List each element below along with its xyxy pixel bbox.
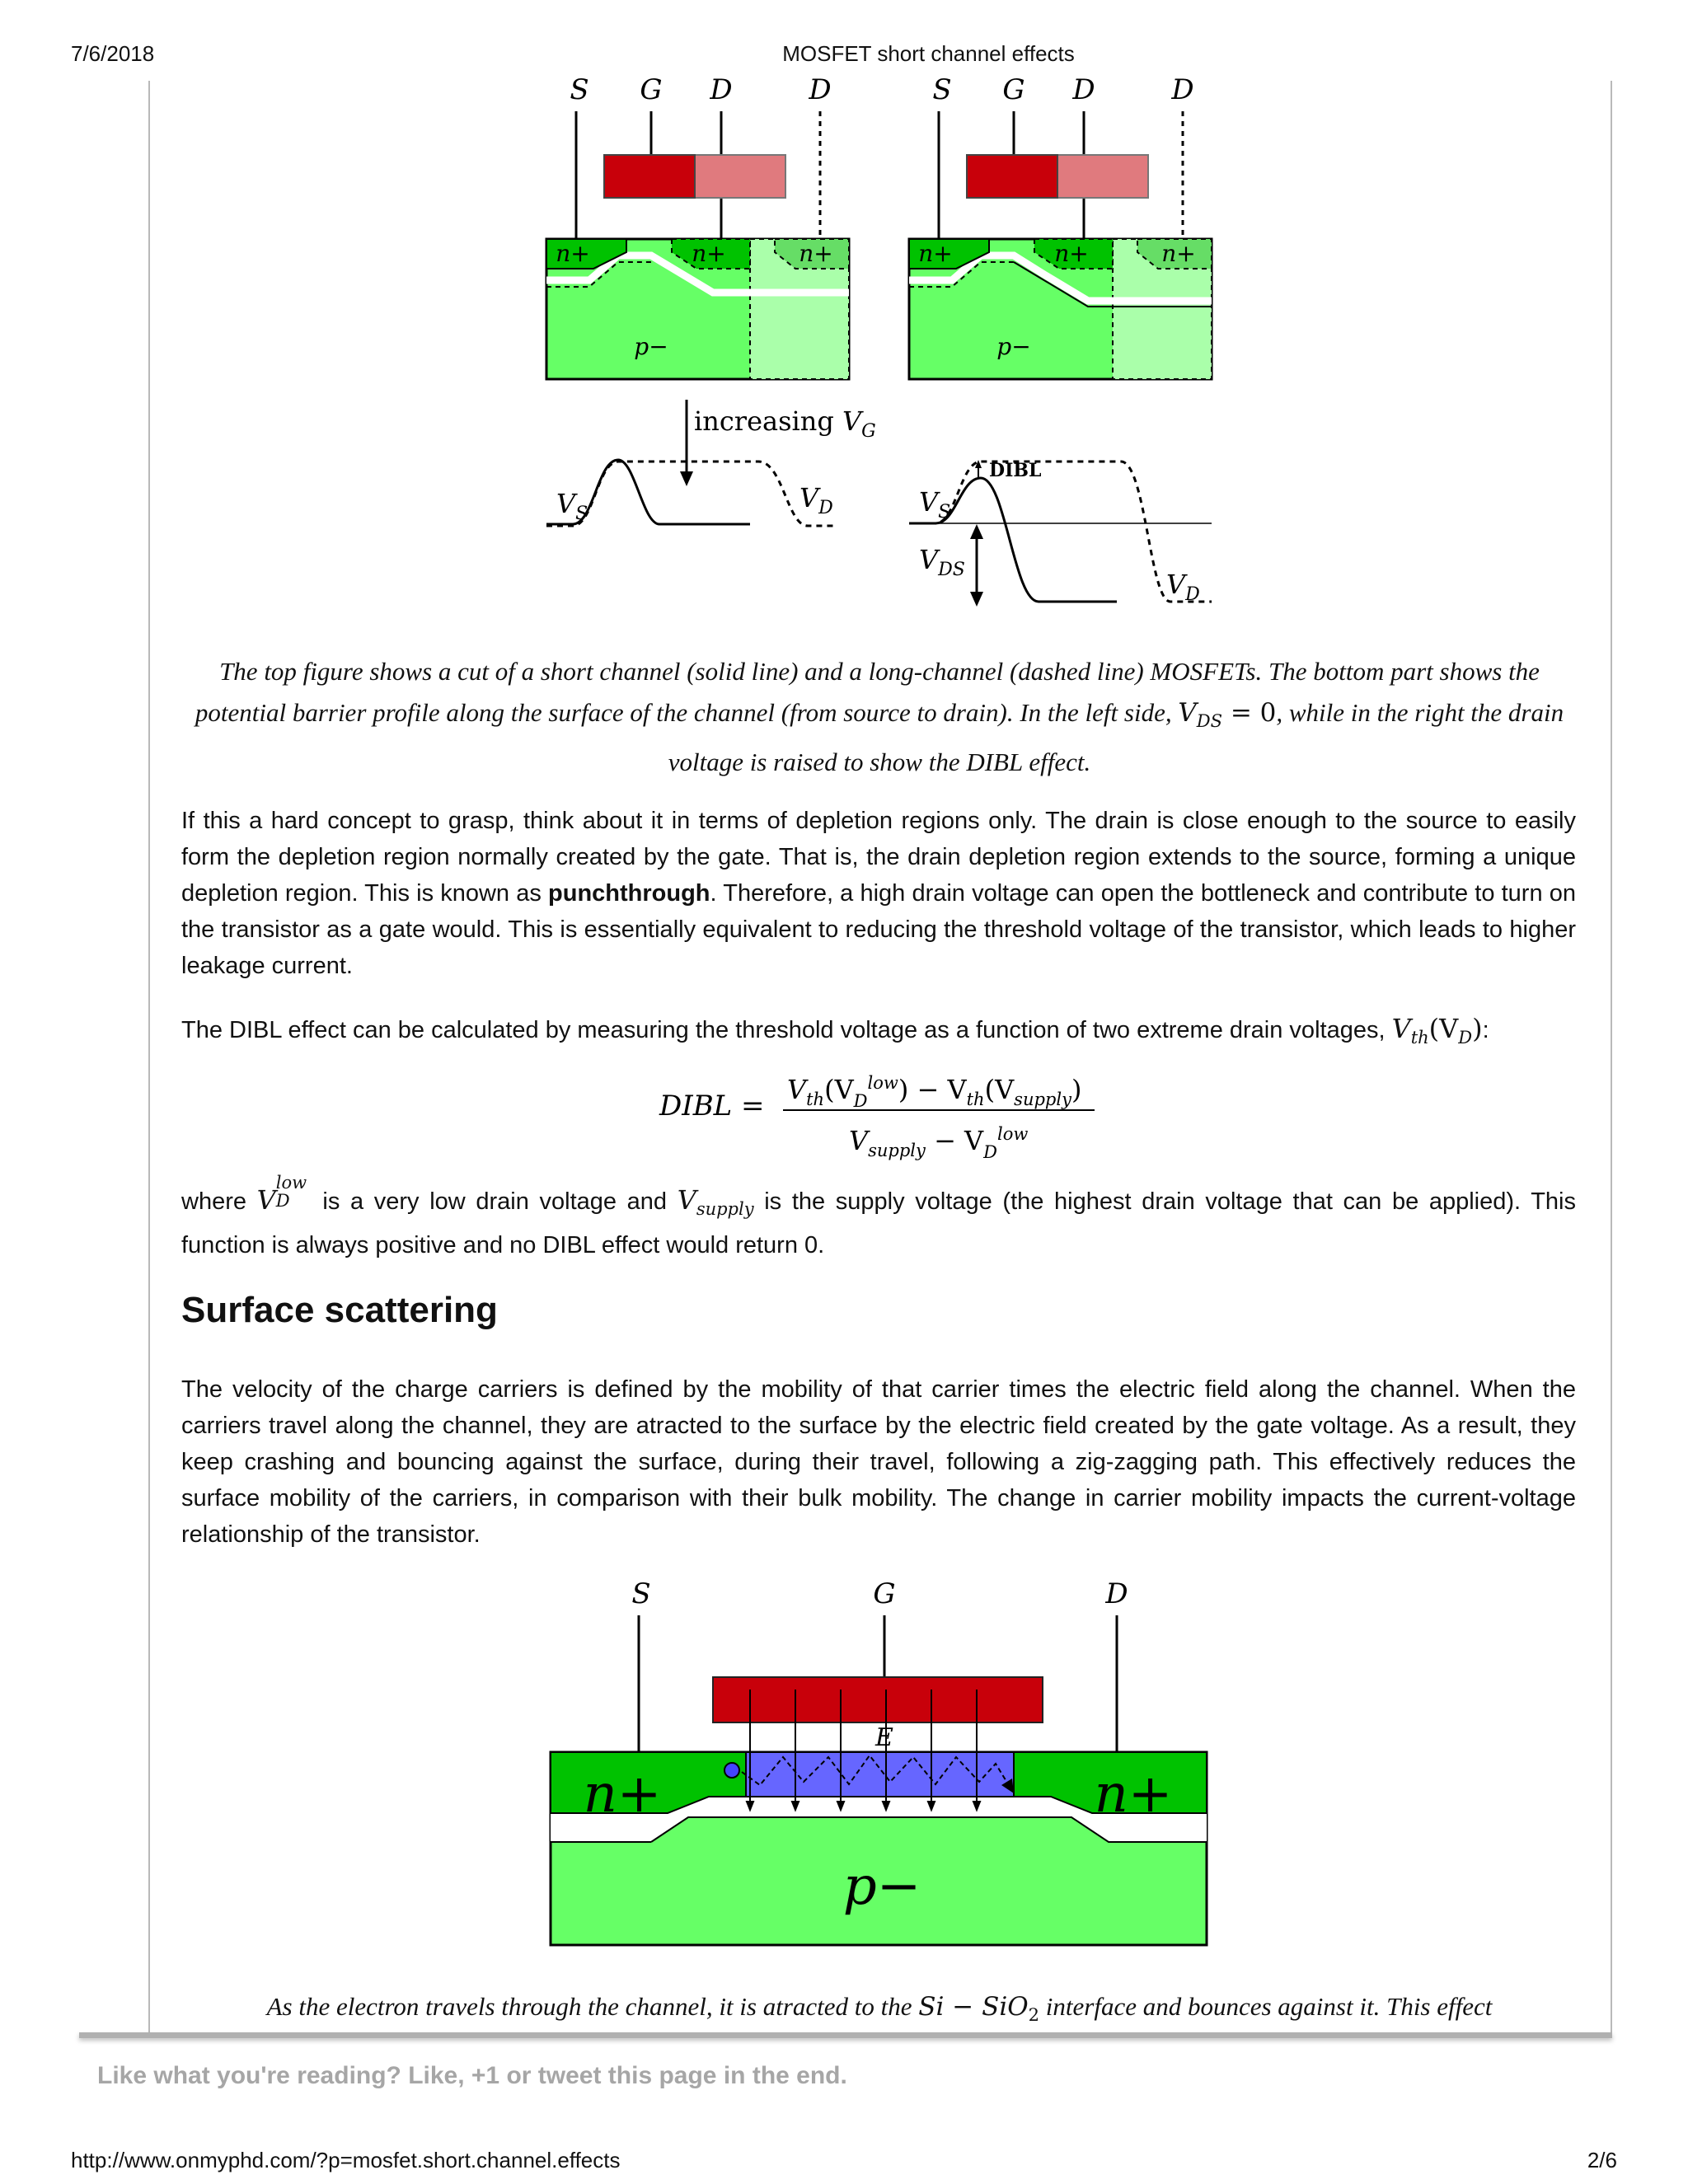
fig2-substrate-label: p− [842,1856,921,1917]
formula-numerator: $V_{th}(V_D^{low}) - V_{th}(V_{supply})$ [787,1073,1082,1111]
right-nplus-label-1: n+ [918,240,953,267]
fig2-nplus-left-label: n+ [583,1764,662,1825]
right-substrate-label: p− [996,333,1031,360]
punchthrough-term: punchthrough [548,880,710,907]
print-date: 7/6/2018 [71,41,155,66]
left-nplus-label-3: n+ [799,240,833,267]
dibl-calculation-paragraph: The DIBL effect can be calculated by measuring the threshold voltage as a function of two extreme drain voltages, $V_{th}(V_D)$: [181,1013,1489,1047]
svg-text:VS: $V_S$ [919,486,951,523]
dibl-formula [643,1059,1104,1166]
content-border-right [1611,81,1612,2034]
punchthrough-paragraph: If this a hard concept to grasp, think about it in terms of depletion regions only. The drain is close enough to the source to easily form the depletion region normally created by the gate. That is, the drain depletion region extends to the source, forming a unique depletion region. This is known as punchthrough. Therefore, a high drain voltage can open the bottleneck and contribute to turn on the transistor as a gate would. This is essentially equivalent to reducing the threshold voltage of the transistor, which leads to higher leakage current. [181,808,1576,979]
svg-text:VD: $V_D$ [1166,569,1200,605]
right-vd-label: V [1166,569,1186,600]
fig2-terminal-s: S [631,1577,651,1610]
fig2-terminal-g: G [873,1577,896,1610]
page-title: MOSFET short channel effects [782,41,1075,66]
content-border-left [148,81,150,2034]
left-substrate-label: p− [634,333,668,360]
left-terminal-d: D [710,74,733,106]
left-nplus-label-1: n+ [556,240,590,267]
figure1-caption: The top figure shows a cut of a short channel (solid line) and a long-channel (dashed line) MOSFETs. The bottom part shows the potential barrier profile along the surface of the channel (from source to drain). In the left side, $V_{DS} = 0$, while in the right the drain voltage is raised to show the DIBL effect. [195,657,1564,777]
dibl-label: DIBL [989,460,1042,481]
electron-icon [724,1763,739,1778]
svg-text:increasing VG: increasing $V_G$ [694,405,876,442]
vds-label: V [919,544,939,575]
increasing-vg-label: increasing [694,405,842,437]
figure2-caption: As the electron travels through the channel, it is atracted to the Si − SiO$_2$ interface and bounces against it. This effect [266,1992,1493,2026]
surface-scattering-paragraph: The velocity of the charge carriers is defined by the mobility of that carrier times the electric field along the channel. When the carriers travel along the channel, they are atracted to the surface by the electric field created by the gate voltage. As a result, they keep crashing and bouncing against the surface, during their travel, following a zig-zagging path. This effectively reduces the surface mobility of the carriers, in comparison with their bulk mobility. The change in carrier mobility impacts the current-voltage relationship of the transistor. [181,1376,1576,1548]
left-device [546,74,849,379]
right-barrier-profile [909,460,1212,607]
right-vs-label: V [919,486,939,518]
left-vs-label: V [556,488,576,519]
svg-text:VDS: $V_{DS}$ [919,544,965,580]
left-barrier-profile [546,400,876,526]
dibl-definition-paragraph: where V low D is a very low drain voltage and $V_{supply}$ is the supply voltage (the highest drain voltage that can be applied). This function is always positive and no DIBL effect would return 0. [181,1173,1576,1258]
svg-text:VD: $V_D$ [799,482,833,518]
fig2-nplus-right-label: n+ [1094,1764,1173,1825]
left-vd-label: V [799,482,819,513]
formula-lhs: DIBL = [659,1090,765,1122]
right-nplus-label-3: n+ [1161,240,1196,267]
dibl-figure [511,74,1236,618]
surface-scattering-figure [544,1566,1220,1953]
left-terminal-s: S [570,74,589,106]
electric-field-label: E [875,1723,893,1752]
right-nplus-label-2: n+ [1054,240,1089,267]
section-heading-surface-scattering: Surface scattering [181,1290,498,1330]
right-terminal-s: S [932,74,952,106]
page-url: http://www.onmyphd.com/?p=mosfet.short.channel.effects [71,2148,621,2172]
share-prompt: Like what you're reading? Like, +1 or tweet this page in the end. [97,2062,847,2089]
right-terminal-d: D [1072,74,1095,106]
page-number: 2/6 [1587,2148,1617,2172]
formula-denominator: $V_{supply} - V_D^{low}$ [849,1124,1029,1162]
right-terminal-g: G [1002,74,1025,106]
right-device [909,74,1212,379]
fig2-terminal-d: D [1105,1577,1128,1610]
left-terminal-d-long: D [809,74,832,106]
left-nplus-label-2: n+ [692,240,726,267]
svg-text:VS: $V_S$ [556,488,588,524]
left-terminal-g: G [640,74,663,106]
right-terminal-d-long: D [1171,74,1194,106]
